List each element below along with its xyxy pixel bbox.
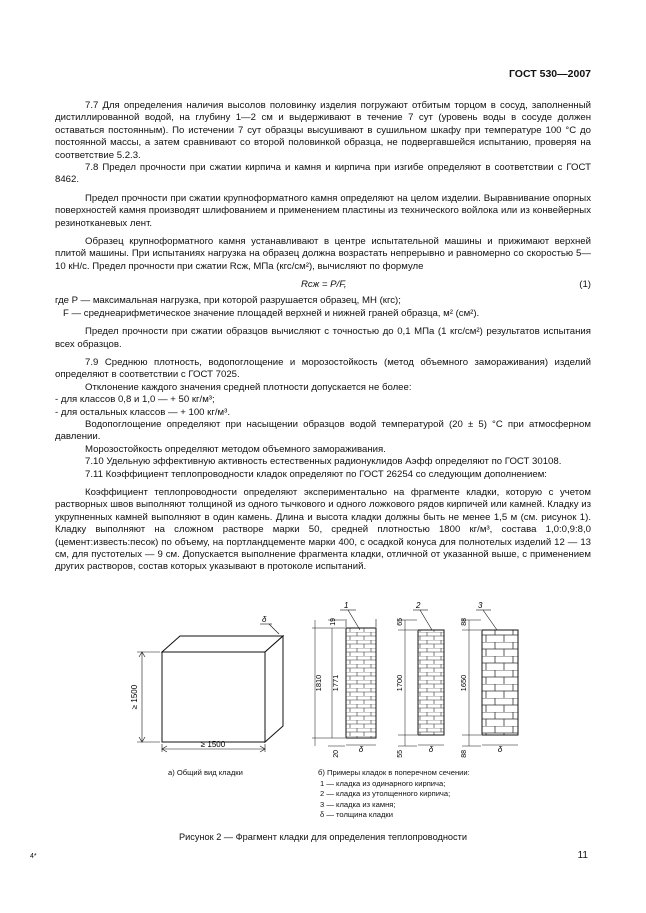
- list-item: - для остальных классов — + 100 кг/м³.: [55, 406, 230, 418]
- figure-drawing: [0, 600, 646, 770]
- paragraph: 7.8 Предел прочности при сжатии кирпича и камня и кирпича при изгибе определяют в соответствии с ГОСТ 8462.: [55, 162, 591, 186]
- paragraph: Образец крупноформатного камня устанавливают в центре испытательной машины и прижимают верхней плитой машины. При испытаниях нагрузка на образец должна возрастать непрерывно и равномерно со скоростью 5—10 кН/с. Предел прочности при сжатии Rсж, МПа (кгс/см²), вычисляют по формуле: [55, 236, 591, 272]
- paragraph: 7.9 Среднюю плотность, водопоглощение и морозостойкость (метод объемного замораживания) изделий определяют в соответствии с ГОСТ 7025.: [55, 356, 591, 381]
- paragraph: Предел прочности при сжатии образцов вычисляют с точностью до 0,1 МПа (1 кгс/см²) результатов испытания всех образцов.: [55, 326, 591, 350]
- where-line: F — среднеарифметическое значение площадей верхней и нижней граней образца, м² (см²).: [63, 307, 480, 319]
- dim-height-label: ≥ 1500: [130, 684, 139, 710]
- paragraph: 7.7 Для определения наличия высолов половинку изделия погружают отбитым торцом в сосуд, заполненный дистиллированной водой, на глубину 1—2 см и выдерживают в течение 7 сут (уровень воды в сосуде должен оставаться постоянным). По истечении 7 сут образцы высушивают в сушильном шкафу при температуре 100 °С до постоянной массы, а затем сравнивают со второй половинкой образца, не подвергавшейся испытанию, проверяя на соответствие 5.2.3.: [55, 100, 591, 161]
- dim-label: 55: [397, 750, 404, 758]
- figure: [0, 600, 646, 860]
- section-2-number: 2: [416, 601, 421, 610]
- delta-label: δ: [428, 745, 434, 754]
- page-number: 11: [577, 850, 588, 861]
- paragraph: 7.10 Удельную эффективную активность естественных радионуклидов Аэфф определяют по ГОСТ 30108.: [85, 456, 562, 468]
- delta-label: δ: [497, 745, 503, 754]
- wall-section-3: [462, 610, 518, 746]
- figure-caption: Рисунок 2 — Фрагмент кладки для определения теплопроводности: [179, 832, 467, 842]
- document-body: [55, 100, 591, 574]
- legend-item: 2 — кладка из утолщенного кирпича;: [320, 789, 451, 798]
- paragraph: Морозостойкость определяют методом объемного замораживания.: [85, 443, 386, 455]
- dim-width-label: ≥ 1500: [200, 740, 226, 749]
- wall-section-2: [398, 610, 444, 746]
- caption-b: [318, 768, 470, 821]
- wall-perspective: [137, 624, 283, 752]
- dim-label: 19: [330, 618, 337, 626]
- list-item: - для классов 0,8 и 1,0 — + 50 кг/м³;: [55, 394, 215, 406]
- page-header: ГОСТ 530—2007: [508, 68, 591, 80]
- formula-line: [55, 277, 591, 293]
- caption-a: а) Общий вид кладки: [168, 768, 243, 777]
- paragraph: Отклонение каждого значения средней плотности допускается не более:: [85, 381, 412, 393]
- paragraph: Предел прочности при сжатии крупноформатного камня определяют на целом изделии. Выравнивание опорных поверхностей камня производят шлифованием и применением пластины из технического войлока или из конвейерных резинотканевых лент.: [55, 192, 591, 229]
- dim-label: 1700: [395, 674, 404, 692]
- dim-label: 65: [397, 618, 404, 626]
- dim-label: 1650: [459, 674, 468, 692]
- delta-label: δ: [358, 745, 364, 754]
- legend-item: 1 — кладка из одинарного кирпича;: [320, 778, 446, 788]
- where-line: где P — максимальная нагрузка, при которой разрушается образец, МН (кгс);: [55, 295, 401, 307]
- dim-label: 1810: [314, 674, 323, 692]
- paragraph: Коэффициент теплопроводности определяют экспериментально на фрагменте кладки, которую с учетом растворных швов выполняют толщиной из одного тычкового и одного ложкового рядов кирпичей или камней. Кладку из укрупненных камней выполняют в один камень. Длина и высота кладки должны быть не менее 1,5 м (см. рисунок 1). Кладку выполняют на сложном растворе марки 50, средней плотностью 1800 кг/м³, состава 1,0:0,9:8,0 (цемент:известь:песок) по объему, на портландцементе марки 400, с осадкой конуса для полнотелых изделий 12 — 13 см, для пустотелых — 9 см. Допускается выполнение фрагмента кладки, отличной от указанной выше, с применением других растворов, состав которых указывают в протоколе испытаний.: [55, 486, 591, 573]
- footer-mark: 4*: [30, 853, 37, 860]
- section-3-number: 3: [478, 601, 483, 610]
- legend-item: δ — толщина кладки: [320, 810, 393, 819]
- dim-label: 88: [461, 750, 468, 758]
- delta-label: δ: [262, 615, 267, 624]
- paragraph: 7.11 Коэффициент теплопроводности кладок определяют по ГОСТ 26254 со следующим дополнением:: [85, 468, 547, 480]
- legend-item: 3 — кладка из камня;: [320, 799, 396, 809]
- dim-label: 88: [461, 618, 468, 626]
- caption-b-title: б) Примеры кладок в поперечном сечении:: [318, 768, 470, 777]
- dim-label: 20: [333, 750, 340, 758]
- formula: Rсж = P/F,: [301, 279, 347, 291]
- dim-label: 1771: [331, 674, 340, 692]
- section-1-number: 1: [344, 601, 349, 610]
- formula-number: (1): [579, 279, 591, 291]
- paragraph: Водопоглощение определяют при насыщении образцов водой температурой (20 ± 5) °С при атмосферном давлении.: [55, 418, 591, 443]
